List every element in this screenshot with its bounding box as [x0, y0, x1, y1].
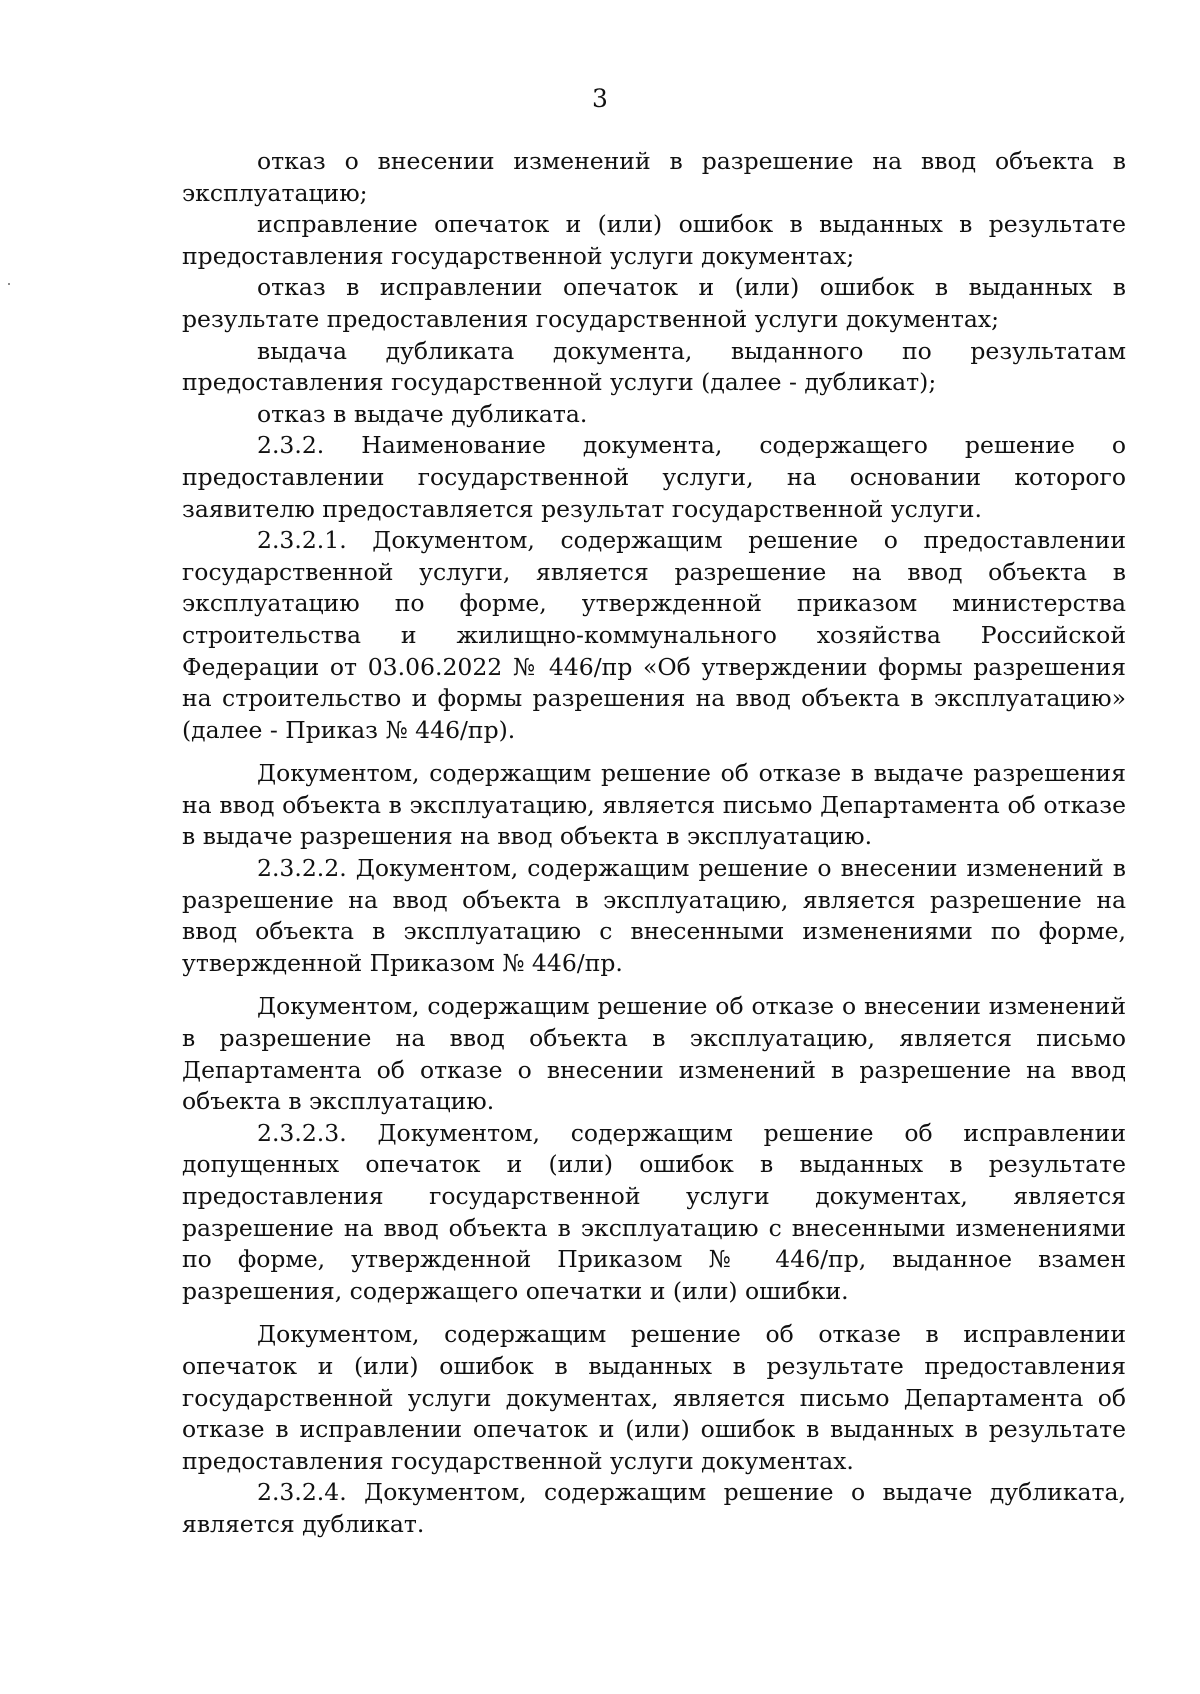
paragraph-correction-typos: исправление опечаток и (или) ошибок в выданных в результате предоставления государственной услуги документах; — [182, 210, 1126, 270]
paragraph-2-3-2-1: 2.3.2.1. Документом, содержащим решение о предоставлении государственной услуги, является разрешение на ввод объекта в эксплуатацию по форме, утвержденной приказом министерства строительства и жилищно-коммунального хозяйства Российской Федерации от 03.06.2022 № 446/пр «Об утверждении формы разрешения на строительство и формы разрешения на ввод объекта в эксплуатацию» (далее - Приказ № 446/пр). — [182, 526, 1126, 744]
paragraph-issue-duplicate: выдача дубликата документа, выданного по результатам предоставления государственной услуги (далее - дубликат); — [182, 336, 1126, 397]
paragraph-refusal-amend-permit: отказ о внесении изменений в разрешение на ввод объекта в эксплуатацию; — [182, 147, 1126, 207]
paragraph-refusal-amend-letter: Документом, содержащим решение об отказе о внесении изменений в разрешение на ввод объекта в эксплуатацию, является письмо Департамента об отказе о внесении изменений в разрешение на ввод объекта в эксплуатацию. — [182, 992, 1126, 1116]
scan-artifact-dot — [8, 283, 10, 285]
paragraph-2-3-2-3: 2.3.2.3. Документом, содержащим решение об исправлении допущенных опечаток и (или) ошибок в выданных в результате предоставления государственной услуги документах, является разрешение на ввод объекта в эксплуатацию с внесенными изменениями по форме, утвержденной Приказом № 446/пр, выданное взамен разрешения, содержащего опечатки и (или) ошибки. — [182, 1118, 1126, 1305]
page-number: 3 — [592, 84, 608, 113]
paragraph-refusal-duplicate: отказ в выдаче дубликата. — [257, 399, 588, 428]
paragraph-refusal-permit-letter: Документом, содержащим решение об отказе в выдаче разрешения на ввод объекта в эксплуатацию, является письмо Департамента об отказе в выдаче разрешения на ввод объекта в эксплуатацию. — [182, 759, 1126, 851]
paragraph-2-3-2-2: 2.3.2.2. Документом, содержащим решение о внесении изменений в разрешение на ввод объекта в эксплуатацию, является разрешение на ввод объекта в эксплуатацию с внесенными изменениями по форме, утвержденной Приказом № 446/пр. — [182, 854, 1126, 977]
paragraph-refusal-correction: отказ в исправлении опечаток и (или) ошибок в выданных в результате предоставления государственной услуги документах; — [182, 273, 1126, 333]
paragraph-refusal-correction-letter: Документом, содержащим решение об отказе в исправлении опечаток и (или) ошибок в выданных в результате предоставления государственной услуги документах, является письмо Департамента об отказе в исправлении опечаток и (или) ошибок в выданных в результате предоставления государственной услуги документах. — [182, 1320, 1126, 1475]
document-body — [182, 146, 1126, 1541]
paragraph-2-3-2-4: 2.3.2.4. Документом, содержащим решение о выдаче дубликата, является дубликат. — [182, 1478, 1126, 1538]
paragraph-2-3-2: 2.3.2. Наименование документа, содержащего решение о предоставлении государственной услуги, на основании которого заявителю предоставляется результат государственной услуги. — [182, 431, 1126, 523]
